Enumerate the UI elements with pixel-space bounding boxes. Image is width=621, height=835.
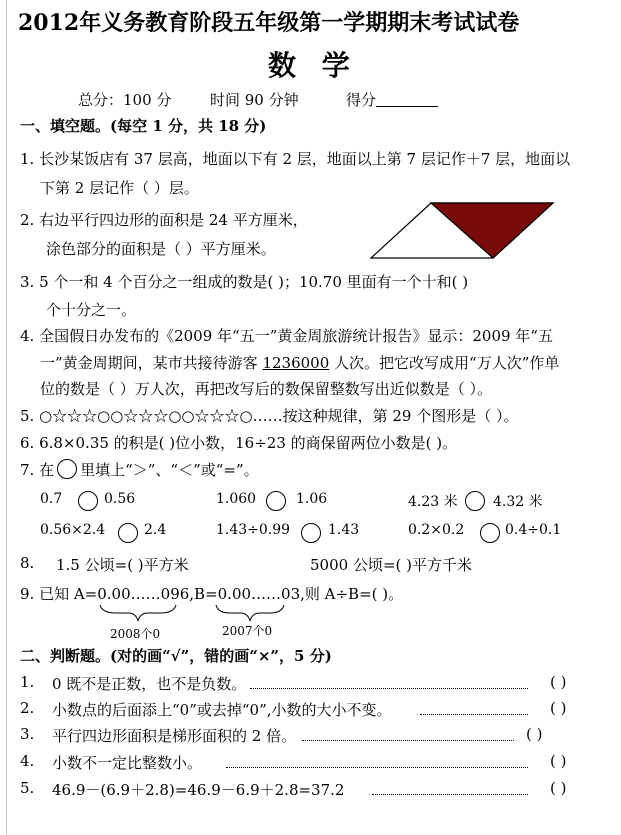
q4-line1: 4. 全国假日办发布的《2009 年“五一”黄金周旅游统计报告》显示：2009 年“五 bbox=[20, 327, 553, 345]
score-label: 得分 bbox=[346, 91, 377, 109]
q4-line2 bbox=[40, 352, 559, 373]
answer-circle[interactable] bbox=[301, 523, 321, 543]
judge-2-num: 2. bbox=[20, 699, 35, 717]
q7-r1-c-left: 4.23 米 bbox=[408, 494, 458, 510]
judge-5-text: 46.9－(6.9＋2.8)=46.9－6.9＋2.8=37.2 bbox=[52, 781, 345, 799]
q7-r2-b-left: 1.43÷0.99 bbox=[216, 522, 291, 538]
dot-leader bbox=[250, 688, 528, 689]
judge-5-num: 5. bbox=[20, 779, 35, 797]
judge-1-answer[interactable]: ( ) bbox=[550, 673, 567, 691]
judge-5-answer[interactable]: ( ) bbox=[550, 779, 567, 797]
judge-4-answer[interactable]: ( ) bbox=[550, 752, 567, 770]
q7-r1-a-right: 0.56 bbox=[104, 491, 136, 507]
answer-circle[interactable] bbox=[480, 523, 500, 543]
total-score: 总分：100 分 bbox=[78, 91, 172, 109]
q4-line2-end: 人次。把它改写成用“万人次”作单 bbox=[329, 354, 560, 372]
score-field bbox=[346, 89, 438, 110]
q6: 6. 6.8×0.35 的积是( )位小数，16÷23 的商保留两位小数是( )。 bbox=[20, 434, 458, 452]
q9-label-2007: 2007个0 bbox=[222, 624, 273, 638]
answer-circle[interactable] bbox=[266, 491, 286, 511]
dot-leader bbox=[302, 740, 514, 741]
q7-prompt bbox=[20, 459, 259, 480]
q7-prompt-end: 里填上“＞”、“＜”或“=”。 bbox=[80, 461, 259, 479]
q9: 9. 已知 A=0.00……096,B=0.00……03,则 A÷B=( )。 bbox=[20, 585, 404, 603]
q7-r2-a-left: 0.56×2.4 bbox=[40, 522, 106, 538]
page-edge bbox=[0, 0, 7, 835]
exam-title: 2012年义务教育阶段五年级第一学期期末考试试卷 bbox=[18, 10, 520, 36]
q7-r2-a-right: 2.4 bbox=[144, 522, 167, 538]
q1-line1: 1. 长沙某饭店有 37 层高，地面以下有 2 层，地面以上第 7 层记作＋7 层，地面以 bbox=[20, 150, 571, 168]
judge-3-num: 3. bbox=[20, 725, 35, 743]
judge-1-num: 1. bbox=[20, 673, 35, 691]
q8-part-a: 1.5 公顷=( )平方米 bbox=[56, 556, 189, 574]
section1-heading: 一、填空题。(每空 1 分，共 18 分) bbox=[20, 117, 267, 135]
judge-1-text: 0 既不是正数，也不是负数。 bbox=[52, 675, 247, 693]
comparison-circle-icon bbox=[57, 459, 77, 479]
brace-a bbox=[100, 605, 176, 621]
q4-line2-start: 一”黄金周期间，某市共接待游客 bbox=[40, 354, 263, 372]
judge-3-text: 平行四边形面积是梯形面积的 2 倍。 bbox=[52, 727, 297, 745]
q7-prompt-start: 7. 在 bbox=[20, 461, 55, 479]
dot-leader bbox=[372, 794, 528, 795]
q7-r1-c-right: 4.32 米 bbox=[493, 494, 543, 510]
parallelogram-figure bbox=[368, 200, 556, 262]
subject-title: 数 学 bbox=[268, 49, 358, 82]
judge-4-num: 4. bbox=[20, 752, 35, 770]
q3-line1: 3. 5 个一和 4 个百分之一组成的数是( )；10.70 里面有一个十和( ) bbox=[20, 273, 469, 291]
q8-part-b: 5000 公顷=( )平方千米 bbox=[310, 556, 472, 574]
answer-circle[interactable] bbox=[78, 491, 98, 511]
time-limit: 时间 90 分钟 bbox=[210, 91, 299, 109]
answer-circle[interactable] bbox=[465, 491, 485, 511]
q1-line2: 下第 2 层记作（ ）层。 bbox=[40, 179, 199, 197]
judge-2-answer[interactable]: ( ) bbox=[550, 699, 567, 717]
q9-label-2008: 2008个0 bbox=[110, 627, 161, 641]
judge-4-text: 小数不一定比整数小。 bbox=[52, 754, 203, 772]
q7-r1-a-left: 0.7 bbox=[40, 491, 63, 507]
dot-leader bbox=[420, 714, 528, 715]
q4-line3: 位的数是（ ）万人次，再把改写后的数保留整数写出近似数是（ ）。 bbox=[40, 380, 493, 398]
brace-b bbox=[216, 605, 284, 621]
visitor-count: 1236000 bbox=[262, 354, 330, 372]
q7-r2-b-right: 1.43 bbox=[328, 522, 360, 538]
q7-r1-b-left: 1.060 bbox=[216, 491, 257, 507]
q7-r2-c-left: 0.2×0.2 bbox=[408, 522, 465, 538]
q8-number: 8. bbox=[20, 554, 35, 572]
judge-2-text: 小数点的后面添上“0”或去掉“0”,小数的大小不变。 bbox=[52, 701, 392, 719]
dot-leader bbox=[226, 767, 528, 768]
score-blank bbox=[376, 92, 438, 107]
judge-3-answer[interactable]: ( ) bbox=[526, 725, 543, 743]
q5: 5. ○☆☆☆○○☆☆☆○○☆☆☆○……按这种规律，第 29 个图形是（ ）。 bbox=[20, 407, 519, 425]
q7-r1-b-right: 1.06 bbox=[296, 491, 328, 507]
q2-line2: 涂色部分的面积是（ ）平方厘米。 bbox=[46, 240, 276, 258]
answer-circle[interactable] bbox=[118, 523, 138, 543]
section2-heading: 二、判断题。(对的画“√”，错的画“×”，5 分) bbox=[20, 647, 332, 665]
q7-r2-c-right: 0.4÷0.1 bbox=[505, 522, 562, 538]
q3-line2: 个十分之一。 bbox=[46, 301, 137, 319]
q2-line1: 2. 右边平行四边形的面积是 24 平方厘米， bbox=[20, 211, 308, 229]
